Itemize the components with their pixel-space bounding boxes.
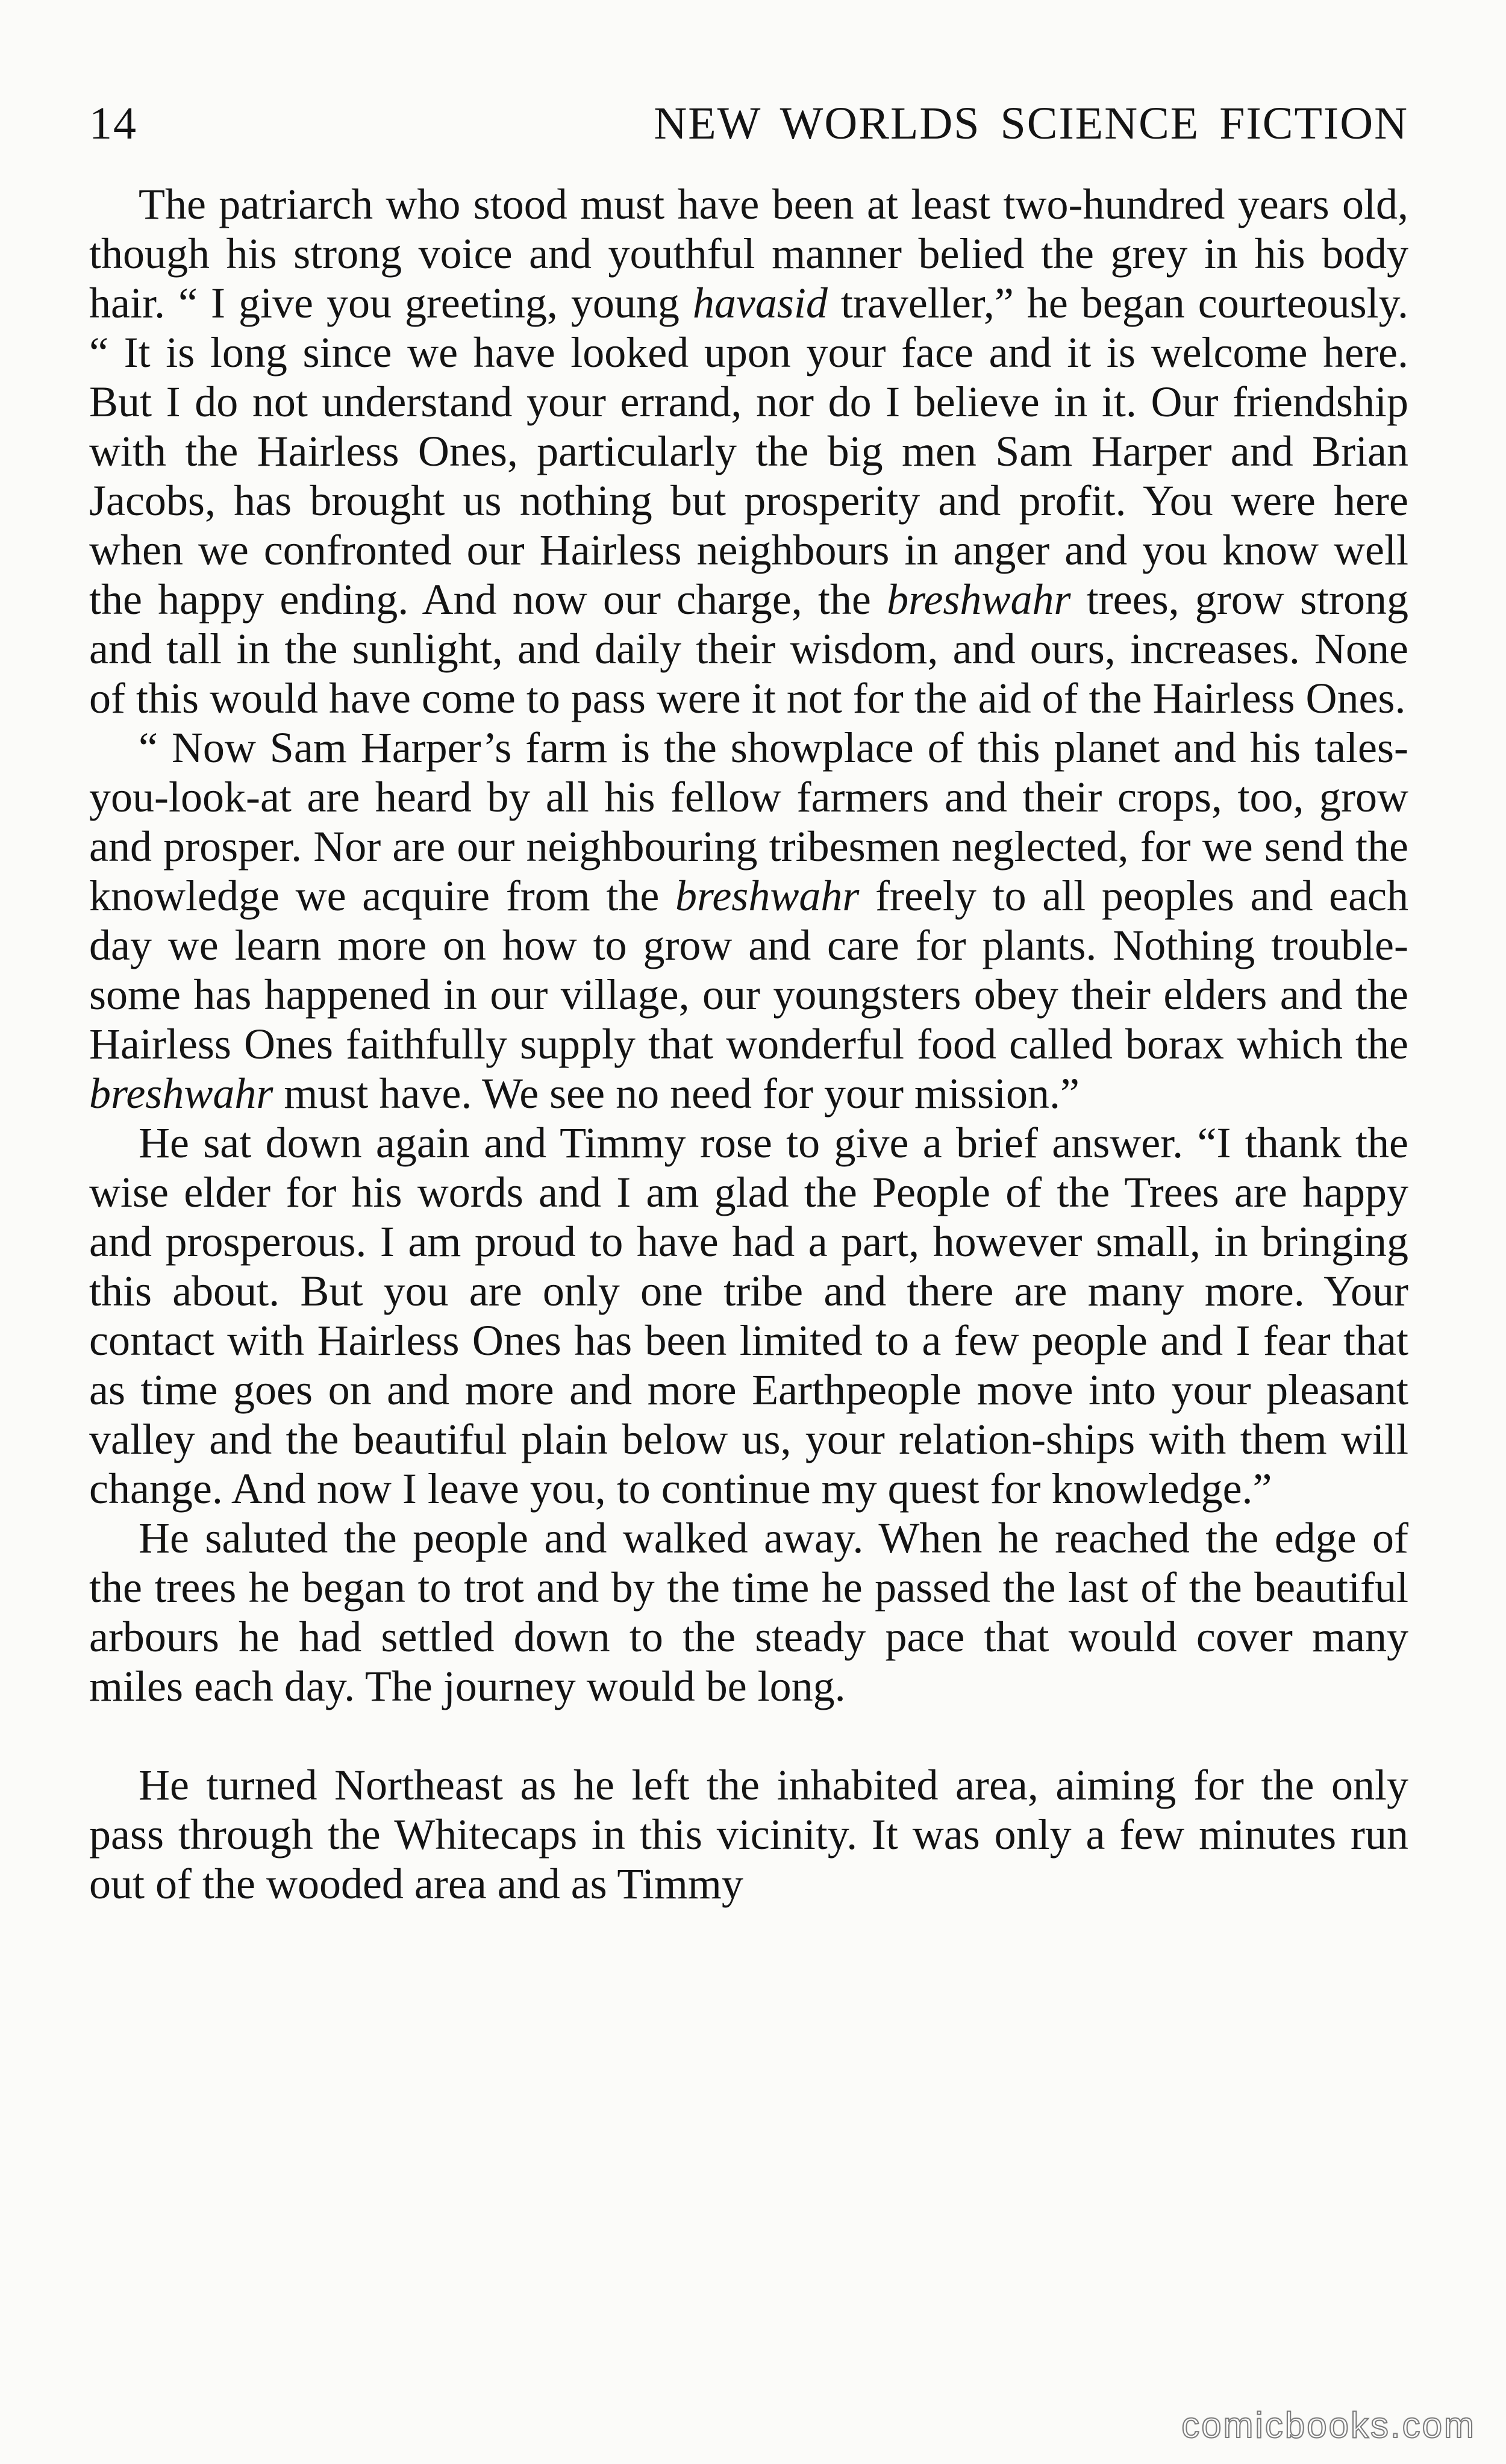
paragraph-timmy-answer: He sat down again and Timmy rose to give a brief answer. “I thank the wise elder for his words and I am glad the People of the Trees are happy and prosperous. I am proud to have had a part, however small, in bringing this about. But you are only one tribe and there are many more. Your contact with Hairless Ones has been limited to a few people and I fear that as time goes on and more and more Earthpeople move into your pleasant valley and the beautiful plain below us, your relation-ships with them will change. And now I leave you, to continue my quest for knowledge.” <box>89 1119 1408 1513</box>
paragraph-patriarch-speech: The patriarch who stood must have been at least two-hundred years old, though his strong voice and youthful manner belied the grey in his body hair. “ I give you greeting, young havasid traveller,” he began courteously. “ It is long since we have looked upon your face and it is welcome here. But I do not understand your errand, nor do I believe in it. Our friendship with the Hairless Ones, particularly the big men Sam Harper and Brian Jacobs, has brought us nothing but prosperity and profit. You were here when we confronted our Hairless neighbours in anger and you know well the happy ending. And now our charge, the breshwahr trees, grow strong and tall in the sunlight, and daily their wisdom, and ours, increases. None of this would have come to pass were it not for the aid of the Hairless Ones. <box>89 180 1408 722</box>
alien-term: breshwahr <box>675 872 860 920</box>
journal-title: NEW WORLDS SCIENCE FICTION <box>654 98 1408 149</box>
alien-term: breshwahr <box>887 575 1071 624</box>
paragraph-northeast: He turned Northeast as he left the inhabited area, aiming for the only pass through the Whitecaps in this vicinity. It was only a few minutes run out of the wooded area and as Timmy <box>89 1761 1408 1908</box>
watermark: comicbooks.com <box>1181 2405 1476 2445</box>
alien-term: havasid <box>692 279 828 327</box>
running-head <box>89 90 1408 157</box>
alien-term: breshwahr <box>89 1069 273 1118</box>
paragraph-harper-farm: “ Now Sam Harper’s farm is the showplace of this planet and his tales-you-look-at are heard by all his fellow farmers and their crops, too, grow and prosper. Nor are our neighbouring tribesmen neglected, for we send the knowledge we acquire from the breshwahr freely to all peoples and each day we learn more on how to grow and care for plants. Nothing trouble-some has happened in our village, our youngsters obey their elders and the Hairless Ones faithfully supply that wonderful food called borax which the breshwahr must have. We see no need for your mission.” <box>89 724 1409 1118</box>
article-body <box>89 180 1408 1909</box>
book-page <box>89 90 1408 1909</box>
paragraph-departure: He saluted the people and walked away. When he reached the edge of the trees he began to trot and by the time he passed the last of the beautiful arbours he had settled down to the steady pace that would cover many miles each day. The journey would be long. <box>89 1514 1408 1710</box>
page-number: 14 <box>89 98 137 149</box>
